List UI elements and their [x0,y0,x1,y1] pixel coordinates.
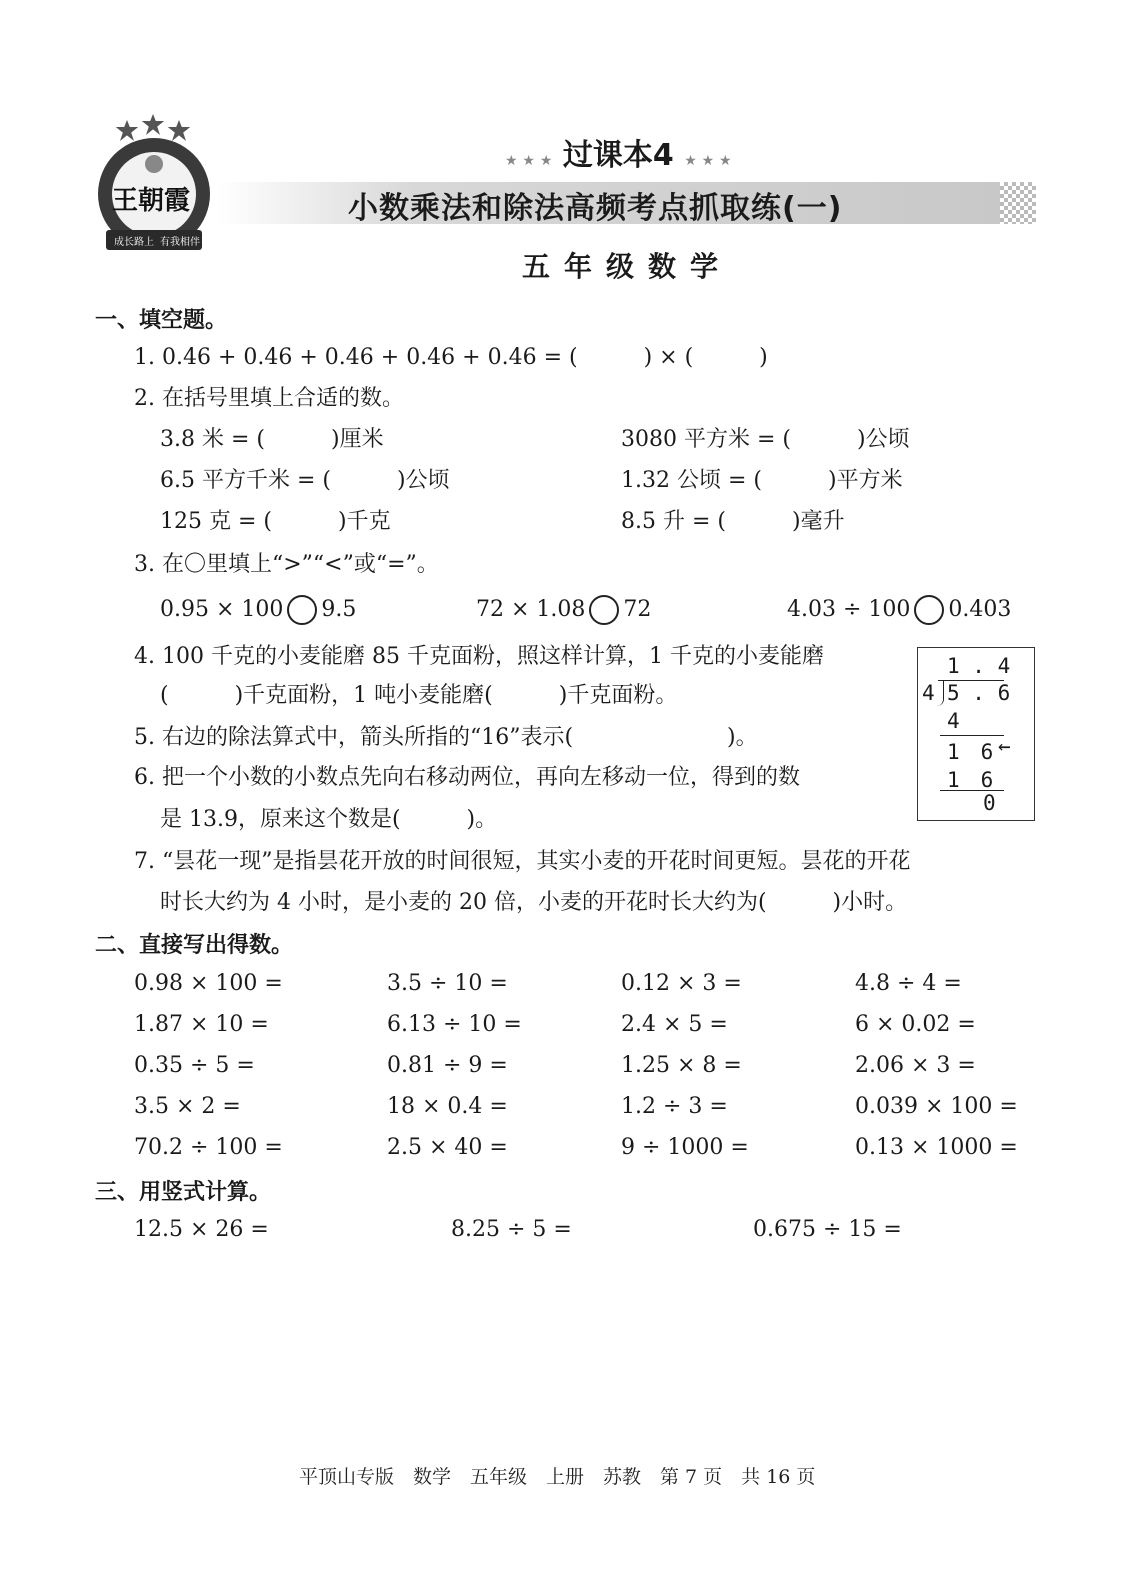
calc-item: 0.98 × 100 = [134,971,283,996]
calc-item: 0.81 ÷ 9 = [387,1053,508,1078]
question-6-cont: 是 13.9，原来这个数是( )。 [160,807,498,832]
division-step: 1 6 [947,768,994,792]
calc-item: 2.4 × 5 = [621,1012,728,1037]
q2-item: 6.5 平方千米 = ( )公顷 [160,468,450,493]
calc-item: 9 ÷ 1000 = [621,1135,749,1160]
q2-item: 125 克 = ( )千克 [160,509,391,534]
question-5: 5. 右边的除法算式中，箭头所指的“16”表示( )。 [134,725,758,750]
calc-item: 12.5 × 26 = [134,1217,269,1242]
division-quotient: 1 . 4 [947,654,1011,678]
section-heading: 二、直接写出得数。 [95,933,294,958]
logo-slogan-right: 有我相伴 [160,237,200,248]
calc-item: 1.87 × 10 = [134,1012,269,1037]
calc-item: 0.13 × 1000 = [855,1135,1018,1160]
compare-item: 72 × 1.08 72 [476,595,651,625]
division-dividend: 5 . 6 [947,681,1011,705]
logo-slogan-left: 成长路上 [114,237,154,248]
calc-item: 18 × 0.4 = [387,1094,508,1119]
calc-item: 4.8 ÷ 4 = [855,971,962,996]
q2-item: 3080 平方米 = ( )公顷 [621,427,910,452]
calc-item: 1.2 ÷ 3 = [621,1094,728,1119]
calc-item: 8.25 ÷ 5 = [451,1217,572,1242]
calc-item: 6 × 0.02 = [855,1012,976,1037]
calc-item: 2.06 × 3 = [855,1053,976,1078]
question-1: 1. 0.46 + 0.46 + 0.46 + 0.46 + 0.46 = ( ) × ( ) [134,345,768,370]
calc-item: 0.675 ÷ 15 = [753,1217,902,1242]
compare-item: 0.95 × 100 9.5 [160,595,356,625]
page-subtitle: 五年级数学 [522,250,733,283]
star-icon: ★ ★ ★ [684,153,732,169]
division-divisor: 4 [922,681,935,705]
question-4-cont: ( )千克面粉，1 吨小麦能磨( )千克面粉。 [160,683,678,708]
section-heading: 三、用竖式计算。 [95,1180,272,1205]
question-3: 3. 在〇里填上“>”“<”或“=”。 [134,552,439,577]
star-icon: ★ ★ ★ [505,153,553,169]
calc-item: 2.5 × 40 = [387,1135,508,1160]
calc-item: 70.2 ÷ 100 = [134,1135,283,1160]
series-label: 过课本4 [562,138,674,173]
compare-item: 4.03 ÷ 100 0.403 [787,595,1011,625]
calc-item: 1.25 × 8 = [621,1053,742,1078]
division-remainder: 0 [983,791,996,815]
calc-item: 0.039 × 100 = [855,1094,1018,1119]
question-2: 2. 在括号里填上合适的数。 [134,386,404,411]
calc-item: 6.13 ÷ 10 = [387,1012,522,1037]
calc-item: 0.35 ÷ 5 = [134,1053,255,1078]
series-line [505,130,732,174]
question-7: 7. “昙花一现”是指昙花开放的时间很短，其实小麦的开花时间更短。昙花的开花 [134,849,911,874]
banner-checker [1000,182,1036,224]
division-bracket [937,680,944,706]
division-step: 1 6 [947,740,994,764]
page-title: 小数乘法和除法高频考点抓取练(一) [348,191,843,226]
page-footer: 平顶山专版 数学 五年级 上册 苏教 第 7 页 共 16 页 [299,1466,816,1488]
section-heading: 一、填空题。 [95,308,228,333]
q2-item: 3.8 米 = ( )厘米 [160,427,384,452]
calc-item: 3.5 × 2 = [134,1094,241,1119]
question-4: 4. 100 千克的小麦能磨 85 千克面粉，照这样计算，1 千克的小麦能磨 [134,644,824,669]
compare-circle[interactable] [287,595,317,625]
question-7-cont: 时长大约为 4 小时，是小麦的 20 倍，小麦的开花时长大约为( )小时。 [160,890,908,915]
logo-text: 王朝霞 [112,186,191,216]
compare-circle[interactable] [589,595,619,625]
q2-item: 8.5 升 = ( )毫升 [621,509,845,534]
q2-item: 1.32 公顷 = ( )平方米 [621,468,903,493]
calc-item: 0.12 × 3 = [621,971,742,996]
calc-item: 3.5 ÷ 10 = [387,971,508,996]
division-step: 4 [947,709,960,733]
arrow-left-icon: ← [998,734,1011,758]
question-6: 6. 把一个小数的小数点先向右移动两位，再向左移动一位，得到的数 [134,765,800,790]
compare-circle[interactable] [914,595,944,625]
